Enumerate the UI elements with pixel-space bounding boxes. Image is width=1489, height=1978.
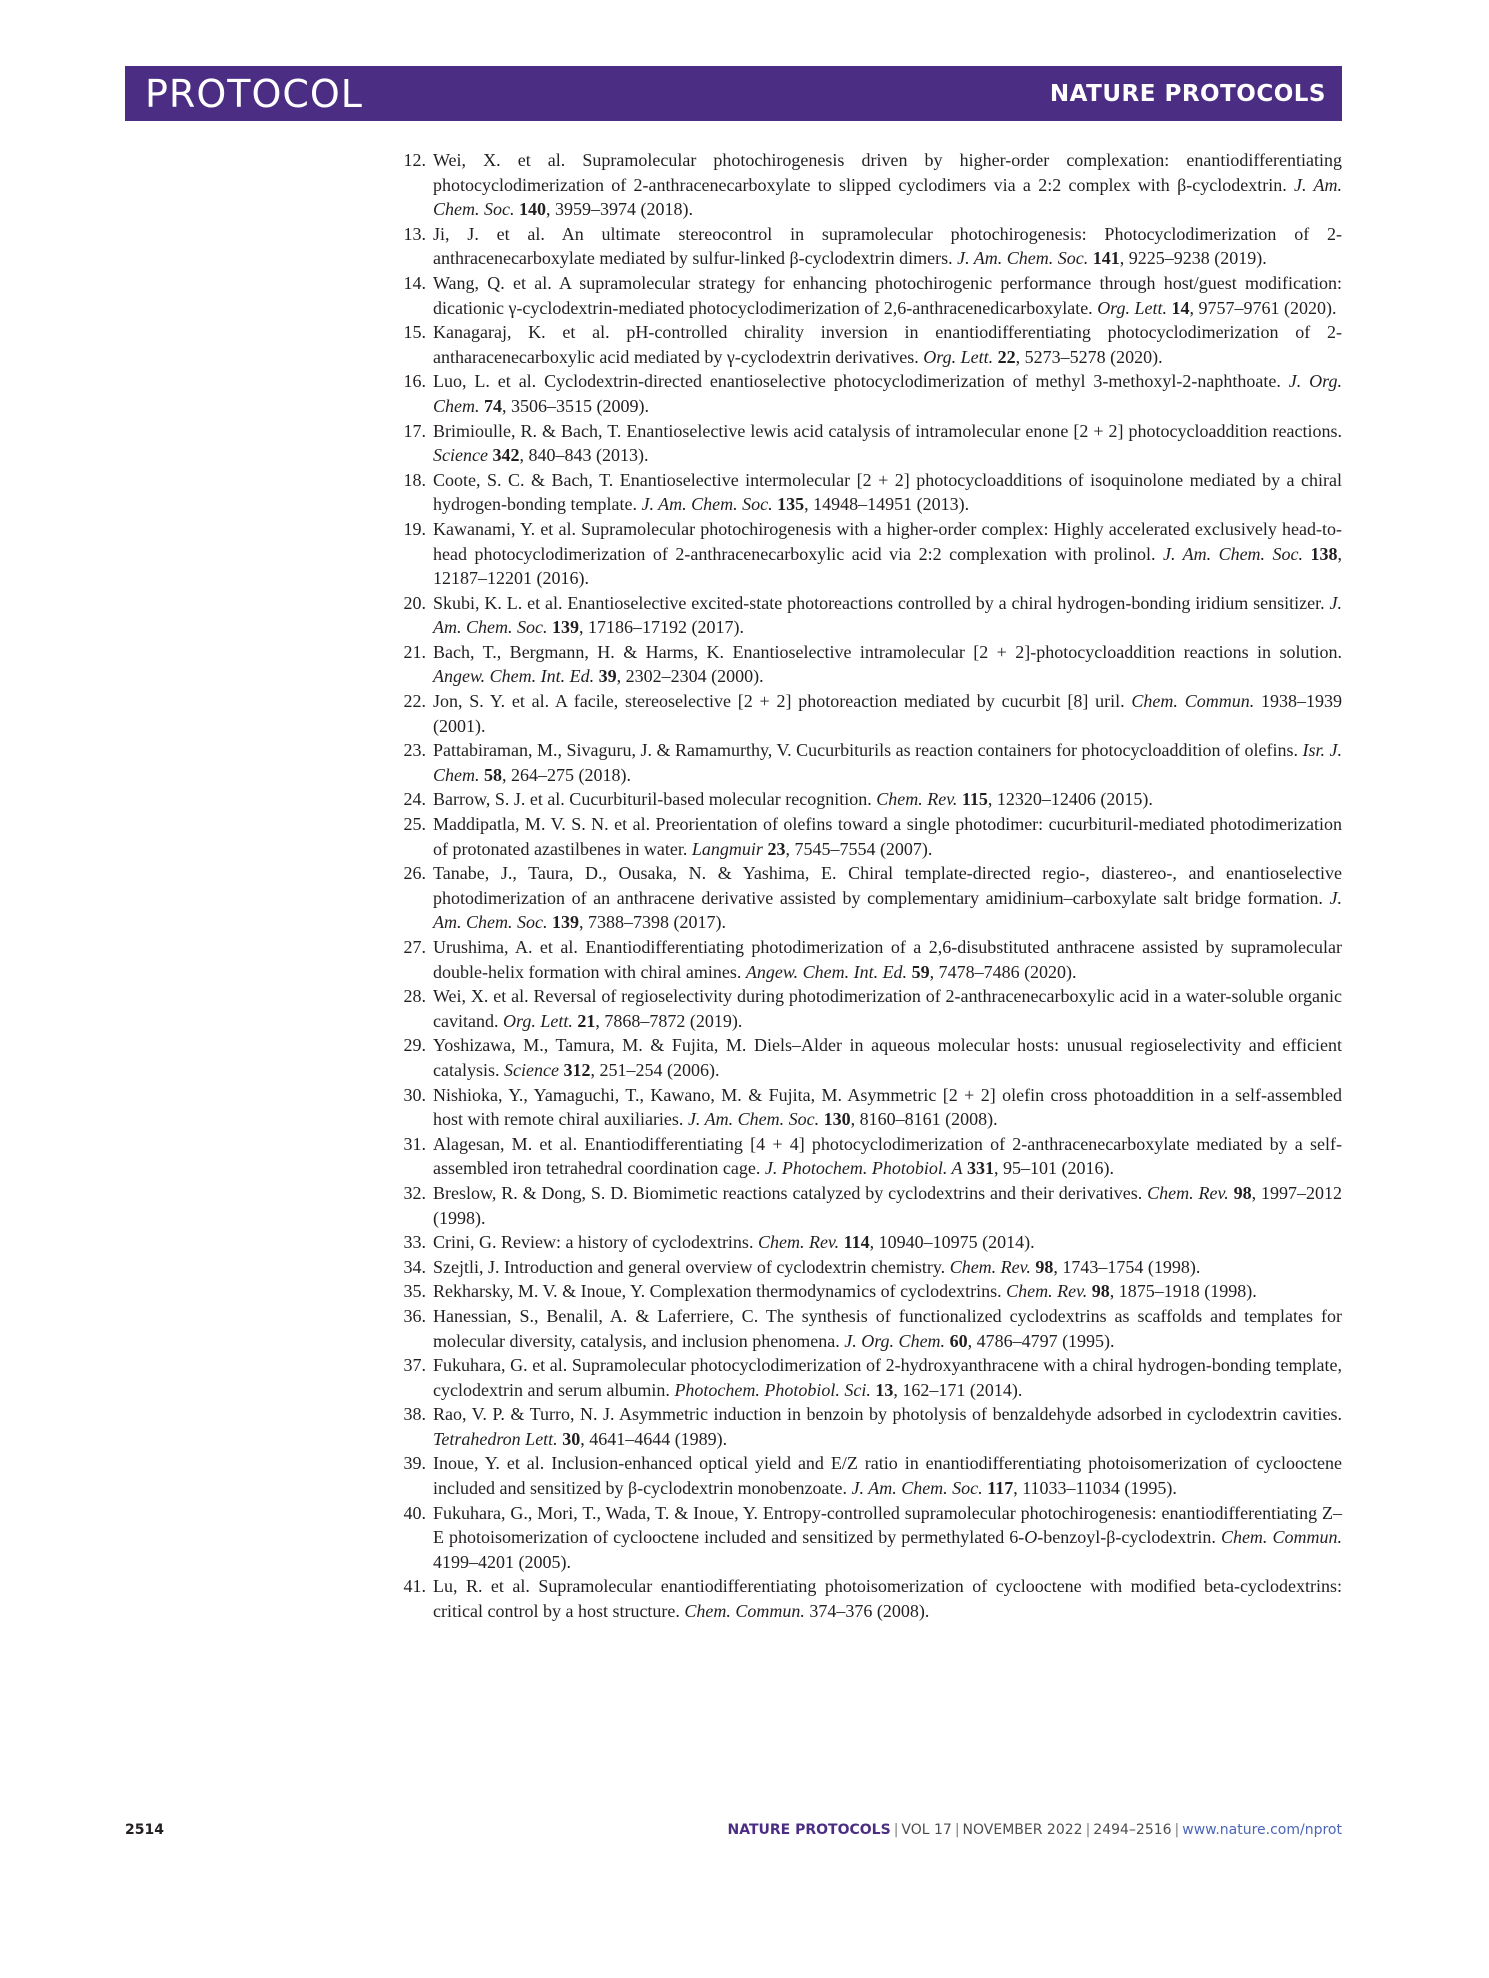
reference-journal: Chem. Commun. xyxy=(1131,691,1255,712)
reference-journal: Photochem. Photobiol. Sci. xyxy=(674,1379,871,1400)
reference-volume: 98 xyxy=(1091,1281,1110,1302)
reference-volume: 13 xyxy=(875,1379,894,1400)
reference-number: 28. xyxy=(403,986,426,1007)
reference-item xyxy=(392,1402,1342,1451)
reference-number: 23. xyxy=(403,740,426,761)
reference-journal: Chem. Rev. xyxy=(757,1232,840,1253)
reference-number: 17. xyxy=(403,420,426,441)
reference-text: , 1875–1918 (1998). xyxy=(1109,1281,1257,1302)
reference-number: 12. xyxy=(403,150,426,170)
reference-text: Inoue, Y. et al. Inclusion-enhanced optical yield and E/Z ratio in enantiodifferentiating photoisomerization of cyclooctene included and sensitized by β-cyclodextrin monobenzoate. xyxy=(433,1453,1342,1499)
reference-text: , 2302–2304 (2000). xyxy=(616,666,764,687)
reference-text: , 3506–3515 (2009). xyxy=(502,395,649,416)
reference-volume: 139 xyxy=(551,912,579,933)
reference-journal: Org. Lett. xyxy=(1097,297,1168,318)
reference-journal: J. Am. Chem. Soc. xyxy=(851,1478,983,1499)
reference-item xyxy=(392,1304,1342,1353)
reference-number: 22. xyxy=(403,691,426,712)
reference-journal: J. Am. Chem. Soc. xyxy=(433,887,1342,933)
reference-item xyxy=(392,1451,1342,1500)
reference-item xyxy=(392,984,1342,1033)
reference-number: 34. xyxy=(403,1256,426,1277)
reference-item xyxy=(392,1181,1342,1230)
reference-volume: 140 xyxy=(518,199,546,220)
reference-journal: Org. Lett. xyxy=(502,1010,573,1031)
reference-volume: 117 xyxy=(987,1478,1014,1499)
reference-volume: 74 xyxy=(484,395,502,416)
footer-date: NOVEMBER 2022 xyxy=(962,1822,1083,1838)
reference-item xyxy=(392,738,1342,787)
reference-text: Rekharsky, M. V. & Inoue, Y. Complexation thermodynamics of cyclodextrins. xyxy=(433,1281,1007,1302)
reference-text: -benzoyl-β-cyclodextrin. xyxy=(1037,1527,1221,1548)
reference-number: 35. xyxy=(403,1281,426,1302)
reference-text: , 95–101 (2016). xyxy=(994,1158,1115,1179)
reference-text: Jon, S. Y. et al. A facile, stereoselective [2 + 2] photoreaction mediated by cucurbit [8] uril. xyxy=(433,691,1132,712)
reference-volume: 115 xyxy=(961,789,988,810)
reference-journal: O xyxy=(1024,1527,1038,1548)
reference-text: , 10940–10975 (2014). xyxy=(869,1232,1035,1253)
reference-text: , 11033–11034 (1995). xyxy=(1013,1478,1177,1499)
reference-volume: 114 xyxy=(843,1232,870,1253)
reference-text: , 7545–7554 (2007). xyxy=(785,838,933,859)
reference-text: Barrow, S. J. et al. Cucurbituril-based molecular recognition. xyxy=(433,789,877,810)
reference-journal: Chem. Commun. xyxy=(1220,1527,1342,1548)
reference-number: 37. xyxy=(403,1355,426,1376)
reference-volume: 98 xyxy=(1035,1256,1054,1277)
reference-text: Fukuhara, G. et al. Supramolecular photocyclodimerization of 2-hydroxyanthracene with a chiral hydrogen-bonding template, cyclodextrin and serum albumin. xyxy=(433,1355,1342,1400)
reference-item xyxy=(392,787,1342,812)
reference-text: 4199–4201 (2005). xyxy=(433,1551,571,1572)
reference-text: Bach, T., Bergmann, H. & Harms, K. Enantioselective intramolecular [2 + 2]-photocycloaddition reactions in solution. xyxy=(433,641,1342,662)
reference-text: , 7478–7486 (2020). xyxy=(929,961,1077,982)
page-number: 2514 xyxy=(125,1822,164,1838)
reference-number: 38. xyxy=(403,1404,426,1425)
reference-text: Fukuhara, G., Mori, T., Wada, T. & Inoue, Y. Entropy-controlled supramolecular photochirogenesis: enantiodifferentiating Z–E photoisomerization of cyclooctene included and sensitized by permethylated 6- xyxy=(433,1502,1342,1548)
reference-item xyxy=(392,640,1342,689)
reference-text: Szejtli, J. Introduction and general overview of cyclodextrin chemistry. xyxy=(433,1256,950,1277)
reference-journal: Chem. Rev. xyxy=(876,789,958,810)
reference-item xyxy=(392,271,1342,320)
reference-item xyxy=(392,1574,1342,1623)
footer-citation xyxy=(728,1822,1343,1838)
reference-number: 26. xyxy=(403,863,426,884)
footer-separator: | xyxy=(893,1822,899,1838)
reference-text: , 9757–9761 (2020). xyxy=(1189,297,1337,318)
reference-volume: 59 xyxy=(911,961,930,982)
reference-text: , 1743–1754 (1998). xyxy=(1053,1256,1201,1277)
reference-number: 27. xyxy=(403,937,426,957)
header-bar xyxy=(125,66,1342,121)
reference-text xyxy=(1303,544,1310,564)
reference-journal: Science xyxy=(433,445,488,466)
reference-item xyxy=(392,369,1342,418)
reference-volume: 312 xyxy=(563,1059,591,1080)
reference-text: Tanabe, J., Taura, D., Ousaka, N. & Yashima, E. Chiral template-directed regio-, diastereo-, and enantioselective photodimerization of an anthracene derivative assisted by complementary amidinium–carboxylate salt bridge formation. xyxy=(433,863,1342,908)
reference-text: , 5273–5278 (2020). xyxy=(1015,346,1163,367)
reference-journal: Org. Lett. xyxy=(923,346,994,367)
reference-volume: 30 xyxy=(562,1428,581,1449)
reference-number: 40. xyxy=(403,1502,426,1523)
reference-text: , 840–843 (2013). xyxy=(519,445,649,466)
reference-item xyxy=(392,419,1342,468)
reference-text: , 3959–3974 (2018). xyxy=(545,199,693,220)
reference-volume: 23 xyxy=(767,838,786,859)
reference-item xyxy=(392,1501,1342,1575)
reference-journal: Chem. Rev. xyxy=(949,1256,1031,1277)
reference-volume: 21 xyxy=(577,1010,596,1031)
reference-volume: 39 xyxy=(598,666,617,687)
reference-number: 13. xyxy=(403,223,426,244)
footer-separator: | xyxy=(1085,1822,1091,1838)
reference-text: Yoshizawa, M., Tamura, M. & Fujita, M. Diels–Alder in aqueous molecular hosts: unusual regioselectivity and efficient catalysis. xyxy=(433,1035,1342,1080)
reference-text: , 4786–4797 (1995). xyxy=(967,1330,1115,1351)
reference-item xyxy=(392,222,1342,271)
reference-number: 18. xyxy=(403,469,426,490)
reference-text: Kawanami, Y. et al. Supramolecular photochirogenesis with a higher-order complex: Highly accelerated exclusively head-to-head photocyclodimerization of 2-anthracenecarboxylic acid via 2:2 complexation with prolinol. xyxy=(433,518,1342,564)
reference-item xyxy=(392,468,1342,517)
reference-item xyxy=(392,1132,1342,1181)
journal-name: NATURE PROTOCOLS xyxy=(1049,80,1326,107)
reference-journal: J. Org. Chem. xyxy=(844,1330,946,1351)
section-label: PROTOCOL xyxy=(145,71,363,116)
reference-number: 36. xyxy=(403,1305,426,1326)
reference-number: 39. xyxy=(403,1453,426,1474)
reference-text: , 8160–8161 (2008). xyxy=(850,1109,998,1130)
reference-journal: Tetrahedron Lett. xyxy=(433,1428,558,1449)
reference-journal: Isr. J. Chem. xyxy=(433,740,1343,785)
reference-journal: Chem. Rev. xyxy=(1147,1182,1229,1203)
reference-journal: J. Am. Chem. Soc. xyxy=(1162,543,1304,564)
reference-journal: J. Am. Chem. Soc. xyxy=(433,592,1342,638)
reference-item xyxy=(392,591,1342,640)
reference-text: Ji, J. et al. An ultimate stereocontrol in supramolecular photochirogenesis: Photocyclodimerization of 2-anthracenecarboxylate mediated by sulfur-linked β-cyclodextrin dimers. xyxy=(433,223,1342,269)
reference-volume: 138 xyxy=(1310,543,1338,564)
reference-number: 31. xyxy=(403,1133,426,1154)
reference-text: Wei, X. et al. Supramolecular photochirogenesis driven by higher-order complexation: enantiodifferentiating photocyclodimerization of 2-anthracenecarboxylate to slipped cyclodimers via a 2:2 complex with β-cyclodextrin. xyxy=(433,150,1342,195)
reference-text: , 264–275 (2018). xyxy=(502,764,631,785)
reference-text: , 1997–2012 (1998). xyxy=(433,1182,1343,1228)
reference-text: , 17186–17192 (2017). xyxy=(578,617,744,638)
reference-text: , 14948–14951 (2013). xyxy=(804,494,970,515)
reference-text: , 12187–12201 (2016). xyxy=(433,543,1343,589)
reference-volume: 331 xyxy=(967,1158,995,1179)
reference-volume: 60 xyxy=(949,1330,968,1351)
reference-number: 16. xyxy=(403,371,426,392)
reference-volume: 14 xyxy=(1171,297,1190,318)
reference-text: Skubi, K. L. et al. Enantioselective excited-state photoreactions controlled by a chiral hydrogen-bonding iridium sensitizer. xyxy=(433,592,1330,613)
reference-text: Nishioka, Y., Yamaguchi, T., Kawano, M. & Fujita, M. Asymmetric [2 + 2] olefin cross photoaddition in a self-assembled host with remote chiral auxiliaries. xyxy=(433,1084,1342,1130)
reference-text: Wei, X. et al. Reversal of regioselectivity during photodimerization of 2-anthracenecarboxylic acid in a water-soluble organic cavitand. xyxy=(433,986,1342,1031)
reference-journal: J. Am. Chem. Soc. xyxy=(687,1109,820,1130)
reference-item xyxy=(392,517,1342,591)
reference-volume: 130 xyxy=(823,1109,851,1130)
reference-text: Pattabiraman, M., Sivaguru, J. & Ramamurthy, V. Cucurbiturils as reaction containers for photocycloaddition of olefins. xyxy=(433,740,1303,761)
footer-url-link[interactable]: www.nature.com/nprot xyxy=(1182,1822,1342,1838)
reference-text: , 162–171 (2014). xyxy=(893,1379,1023,1400)
page-footer xyxy=(125,1822,1342,1844)
reference-volume: 22 xyxy=(997,346,1016,367)
reference-item xyxy=(392,1230,1342,1255)
reference-list xyxy=(392,148,1342,1624)
reference-item xyxy=(392,1033,1342,1082)
reference-volume: 58 xyxy=(484,764,502,785)
reference-text: Kanagaraj, K. et al. pH-controlled chirality inversion in enantiodifferentiating photocyclodimerization of 2-antharacenecarboxylic acid mediated by γ-cyclodextrin derivatives. xyxy=(433,322,1342,367)
reference-journal: Chem. Commun. xyxy=(684,1601,805,1622)
reference-text: , 251–254 (2006). xyxy=(590,1059,720,1080)
reference-text: Alagesan, M. et al. Enantiodifferentiating [4 + 4] photocyclodimerization of 2-anthracenecarboxylate mediated by a self-assembled iron tetrahedral coordination cage. xyxy=(433,1133,1342,1179)
reference-number: 25. xyxy=(403,814,426,835)
footer-pages: 2494–2516 xyxy=(1093,1822,1172,1838)
reference-item xyxy=(392,148,1342,222)
footer-separator: | xyxy=(954,1822,960,1838)
reference-item xyxy=(392,689,1342,738)
reference-item xyxy=(392,935,1342,984)
reference-number: 20. xyxy=(403,592,426,613)
reference-item xyxy=(392,812,1342,861)
reference-text: Urushima, A. et al. Enantiodifferentiating photodimerization of a 2,6-disubstituted anthracene assisted by supramolecular double-helix formation with chiral amines. xyxy=(433,937,1342,982)
reference-volume: 342 xyxy=(492,445,520,466)
reference-text: Brimioulle, R. & Bach, T. Enantioselective lewis acid catalysis of intramolecular enone [2 + 2] photocycloaddition reactions. xyxy=(433,420,1342,441)
reference-volume: 141 xyxy=(1092,248,1120,269)
footer-journal: NATURE PROTOCOLS xyxy=(727,1822,891,1838)
reference-text: Luo, L. et al. Cyclodextrin-directed enantioselective photocyclodimerization of methyl 3-methoxyl-2-naphthoate. xyxy=(433,371,1289,392)
reference-number: 30. xyxy=(403,1084,426,1105)
reference-item xyxy=(392,861,1342,935)
reference-item xyxy=(392,1083,1342,1132)
reference-text: Hanessian, S., Benalil, A. & Laferriere, C. The synthesis of functionalized cyclodextrins as scaffolds and templates for molecular diversity, catalysis, and inclusion phenomena. xyxy=(433,1305,1342,1351)
reference-item xyxy=(392,320,1342,369)
reference-volume: 135 xyxy=(777,494,805,515)
reference-journal: J. Am. Chem. Soc. xyxy=(957,248,1089,269)
reference-text: 374–376 (2008). xyxy=(804,1601,930,1622)
reference-text: , 7388–7398 (2017). xyxy=(578,912,726,933)
reference-journal: Science xyxy=(503,1059,559,1080)
reference-item xyxy=(392,1353,1342,1402)
reference-text: Wang, Q. et al. A supramolecular strategy for enhancing photochirogenic performance through host/guest modification: dicationic γ-cyclodextrin-mediated photocyclodimerization of 2,6-anthracenedicarboxylate. xyxy=(433,272,1342,318)
reference-text: Maddipatla, M. V. S. N. et al. Preorientation of olefins toward a single photodimer: cucurbituril-mediated photodimerization of protonated azastilbenes in water. xyxy=(433,814,1342,859)
reference-text: Lu, R. et al. Supramolecular enantiodifferentiating photoisomerization of cyclooctene with modified beta-cyclodextrins: critical control by a host structure. xyxy=(433,1576,1342,1622)
reference-number: 19. xyxy=(403,518,426,539)
footer-separator: | xyxy=(1174,1822,1180,1838)
reference-text: , 7868–7872 (2019). xyxy=(595,1010,743,1031)
reference-journal: J. Photochem. Photobiol. A xyxy=(764,1158,963,1179)
reference-text: Coote, S. C. & Bach, T. Enantioselective intermolecular [2 + 2] photocycloadditions of isoquinolone mediated by a chiral hydrogen-bonding template. xyxy=(433,469,1342,515)
reference-text: , 9225–9238 (2019). xyxy=(1119,248,1267,269)
reference-journal: J. Org. Chem. xyxy=(433,371,1343,416)
reference-volume: 139 xyxy=(551,617,579,638)
reference-number: 29. xyxy=(403,1035,426,1056)
reference-item xyxy=(392,1279,1342,1304)
reference-item xyxy=(392,1255,1342,1280)
reference-number: 32. xyxy=(403,1182,426,1203)
reference-text: Crini, G. Review: a history of cyclodextrins. xyxy=(433,1232,758,1253)
reference-volume: 98 xyxy=(1233,1182,1252,1203)
reference-text: 1938–1939 (2001). xyxy=(433,691,1343,736)
reference-text: , 12320–12406 (2015). xyxy=(987,789,1153,810)
reference-number: 21. xyxy=(403,641,426,662)
reference-number: 14. xyxy=(403,272,426,293)
footer-volume: VOL 17 xyxy=(901,1822,952,1838)
reference-number: 41. xyxy=(403,1576,426,1597)
reference-number: 33. xyxy=(403,1232,426,1253)
reference-journal: J. Am. Chem. Soc. xyxy=(433,174,1342,220)
reference-number: 24. xyxy=(403,789,426,810)
reference-text: Rao, V. P. & Turro, N. J. Asymmetric induction in benzoin by photolysis of benzaldehyde adsorbed in cyclodextrin cavities. xyxy=(433,1404,1342,1425)
reference-number: 15. xyxy=(403,322,426,343)
reference-journal: Langmuir xyxy=(691,838,763,859)
reference-journal: J. Am. Chem. Soc. xyxy=(641,494,773,515)
reference-journal: Angew. Chem. Int. Ed. xyxy=(433,666,595,687)
reference-text: , 4641–4644 (1989). xyxy=(580,1428,728,1449)
reference-text: Breslow, R. & Dong, S. D. Biomimetic reactions catalyzed by cyclodextrins and their derivatives. xyxy=(433,1182,1148,1203)
reference-journal: Angew. Chem. Int. Ed. xyxy=(745,961,908,982)
reference-journal: Chem. Rev. xyxy=(1006,1281,1088,1302)
